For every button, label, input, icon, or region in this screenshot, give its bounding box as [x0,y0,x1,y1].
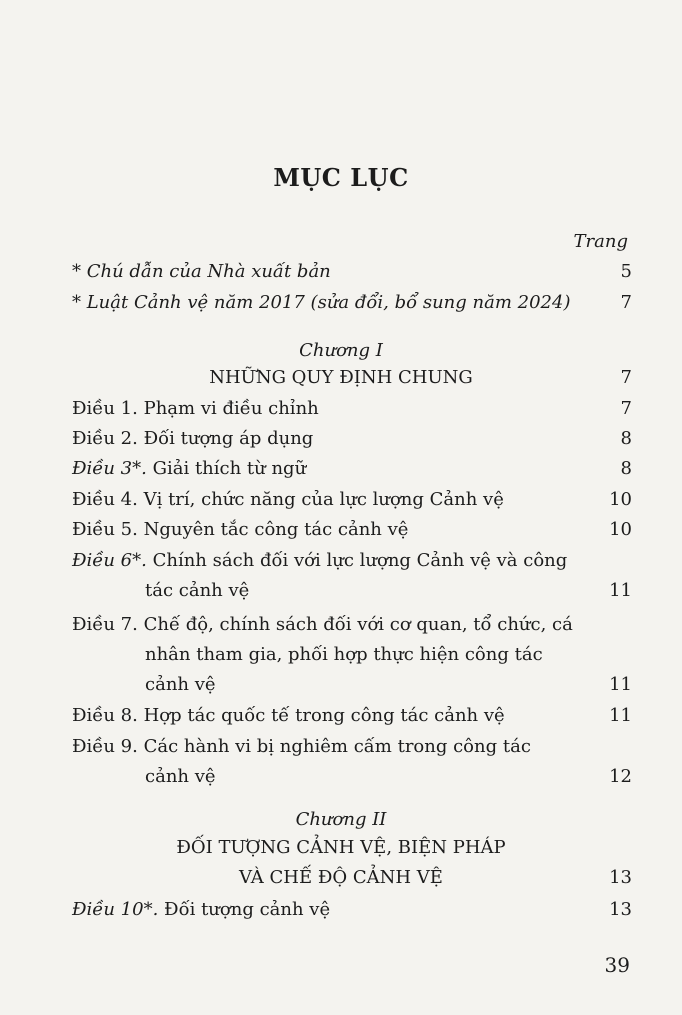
toc-entry [72,395,632,423]
article-prefix: Điều 5. [72,519,138,540]
article-title: Hợp tác quốc tế trong công tác cảnh vệ [143,705,505,726]
article-prefix: Điều 6*. [72,550,147,571]
article-title-continued: nhân tham gia, phối hợp thực hiện công tác [145,644,543,665]
chapter-heading [0,834,682,862]
entry-page: 11 [609,580,632,601]
toc-entry [72,611,632,639]
chapter-label: Chương I [299,340,383,361]
chapter-heading-text: ĐỐI TƯỢNG CẢNH VỆ, BIỆN PHÁP [176,837,506,858]
entry-page: 7 [620,367,632,388]
article-prefix: Điều 4. [72,489,138,510]
article-title-continued: cảnh vệ [145,674,216,695]
article-prefix: Điều 9. [72,736,138,757]
toc-entry [72,733,632,761]
entry-page: 11 [609,705,632,726]
article-title: Vị trí, chức năng của lực lượng Cảnh vệ [143,489,504,510]
article-title-continued: cảnh vệ [145,766,216,787]
entry-label: * Luật Cảnh vệ năm 2017 (sửa đổi, bổ sung năm 2024) [72,292,571,313]
article-title: Đối tượng cảnh vệ [164,899,331,920]
article-title: Giải thích từ ngữ [152,458,307,479]
toc-entry [72,486,632,514]
toc-entry [72,425,632,453]
toc-entry [72,896,632,924]
toc-entry [72,547,632,575]
chapter-heading-text: NHỮNG QUY ĐỊNH CHUNG [209,367,473,388]
entry-label: * Chú dẫn của Nhà xuất bản [72,261,331,282]
article-title: Phạm vi điều chỉnh [143,398,319,419]
toc-entry [72,258,632,286]
entry-page: 12 [609,766,632,787]
toc-entry [72,516,632,544]
article-title: Đối tượng áp dụng [143,428,314,449]
chapter-heading [0,864,682,892]
entry-page: 5 [620,261,632,282]
article-title: Nguyên tắc công tác cảnh vệ [143,519,409,540]
entry-page: 10 [609,489,632,510]
entry-page: 10 [609,519,632,540]
article-prefix: Điều 7. [72,614,138,635]
article-prefix: Điều 1. [72,398,138,419]
article-prefix: Điều 8. [72,705,138,726]
entry-page: 7 [620,398,632,419]
entry-page: 8 [620,458,632,479]
page-column-header: Trang [573,231,628,252]
toc-entry [72,702,632,730]
article-title-continued: tác cảnh vệ [145,580,250,601]
page-number: 39 [604,953,630,977]
article-title: Các hành vi bị nghiêm cấm trong công tác [143,736,531,757]
page-title: MỤC LỤC [273,163,409,192]
entry-page: 13 [609,899,632,920]
article-title: Chính sách đối với lực lượng Cảnh vệ và công [152,550,568,571]
chapter-label: Chương II [295,809,387,830]
article-title: Chế độ, chính sách đối với cơ quan, tổ chức, cá [143,614,573,635]
entry-page: 8 [620,428,632,449]
toc-entry [72,455,632,483]
article-prefix: Điều 10*. [72,899,159,920]
article-prefix: Điều 2. [72,428,138,449]
chapter-heading-text: VÀ CHẾ ĐỘ CẢNH VỆ [239,867,443,888]
entry-page: 7 [620,292,632,313]
article-prefix: Điều 3*. [72,458,147,479]
chapter-heading [0,364,682,392]
entry-page: 13 [609,867,632,888]
entry-page: 11 [609,674,632,695]
toc-entry [72,289,632,317]
